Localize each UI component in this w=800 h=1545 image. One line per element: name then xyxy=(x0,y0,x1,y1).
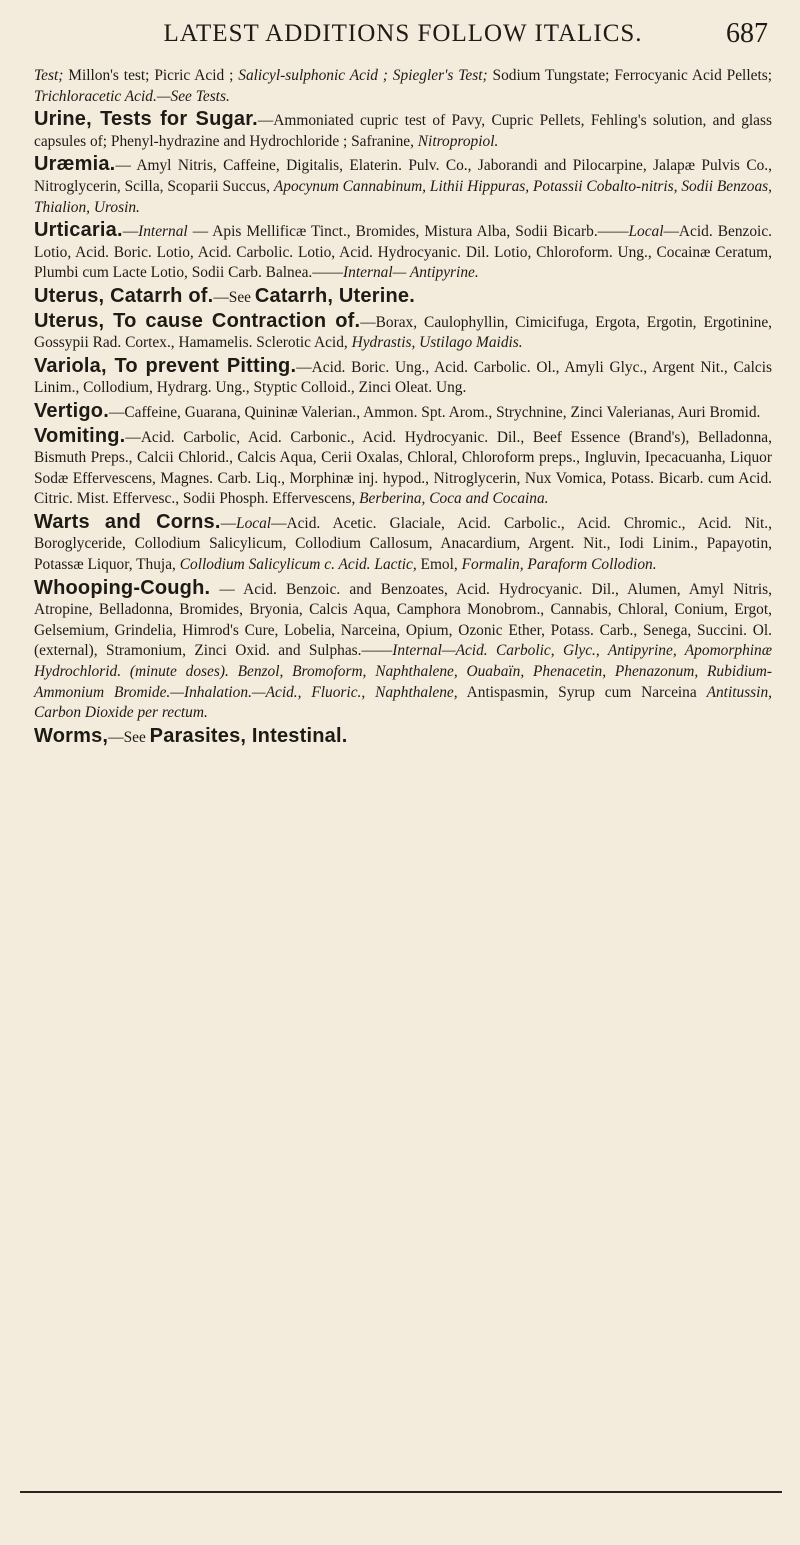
entry-text: —Borax, Caulophyllin, Cimicifuga, Ergota, Ergotin, Ergotinine, Gossypii Rad. Cortex., Hamamelis. Sclerotic Acid, xyxy=(34,313,773,352)
italic-text: Nitropropiol. xyxy=(417,132,499,150)
italic-text: Trichloracetic Acid.—See Tests. xyxy=(34,87,230,105)
entry-text: Emol, xyxy=(416,556,462,574)
italic-text: Local xyxy=(628,223,664,241)
entry-text: —Acid. Acetic. Glaciale, Acid. Carbolic., Acid. Chromic., Acid. Nit., Boroglyceride, Collodium Salicylicum, Collodium Callosum, Anacardium, Argent. Nit., Iodi Linim., Papayotin, Potassæ Liquor, Thuja, xyxy=(34,514,772,574)
italic-text: Salicyl-sulphonic Acid ; Spiegler's Test; xyxy=(238,67,488,84)
index-entry xyxy=(34,109,772,152)
index-entry xyxy=(34,311,772,354)
cross-reference: Parasites, Intestinal. xyxy=(149,724,348,747)
running-head-title: LATEST ADDITIONS FOLLOW ITALICS. xyxy=(163,20,643,47)
entry-text: — Amyl Nitris, Caffeine, Digitalis, Elaterin. Pulv. Co., Jaborandi and Pilocarpine, Jalapæ Pulvis Co., Nitroglycerin, Scilla, Scoparii Succus, xyxy=(34,157,772,195)
entry-text: —Caffeine, Guarana, Quininæ Valerian., Ammon. Spt. Arom., Strychnine, Zinci Valerianas, Auri Bromid. xyxy=(108,403,761,421)
italic-text: Apocynum Cannabinum, Lithii Hippuras, Potassii Cobalto-nitris, Sodii Benzoas, Thialion, Urosin. xyxy=(34,177,772,216)
running-head xyxy=(34,20,772,66)
page-number: 687 xyxy=(726,18,768,49)
entry-heading: Whooping-Cough. xyxy=(34,576,211,599)
entry-heading: Uterus, Catarrh of. xyxy=(34,284,214,307)
entry-heading: Urticaria. xyxy=(34,219,123,242)
index-entry xyxy=(34,578,772,724)
entry-heading: Vomiting. xyxy=(34,424,126,447)
index-entry xyxy=(34,356,772,399)
entry-text: Millon's test; Picric Acid ; xyxy=(63,67,239,84)
index-entry xyxy=(34,726,772,749)
cross-reference: Catarrh, Uterine. xyxy=(254,284,415,307)
entry-heading: Uterus, To cause Contraction of. xyxy=(34,309,361,332)
entry-text: — xyxy=(220,514,237,532)
index-entry xyxy=(34,512,772,576)
entry-heading: Uræmia. xyxy=(34,153,116,176)
italic-text: Hydrastis, Ustilago Maidis. xyxy=(351,334,523,352)
entry-text: —Acid. Boric. Ung., Acid. Carbolic. Ol., Amyli Glyc., Argent Nit., Calcis Linim., Collodium, Hydrarg. Ung., Styptic Colloid., Zinci Oleat. Ung. xyxy=(34,358,772,397)
entry-text: —See xyxy=(213,288,255,306)
entry-heading: Urine, Tests for Sugar. xyxy=(34,108,258,131)
index-entry xyxy=(34,426,772,510)
entry-heading: Vertigo. xyxy=(34,399,109,422)
entry-text: — Apis Mellificæ Tinct., Bromides, Mistura Alba, Sodii Bicarb.—— xyxy=(187,223,629,241)
italic-text: Local xyxy=(236,514,272,532)
italic-text: Test; xyxy=(34,67,64,84)
index-entry xyxy=(34,66,772,107)
italic-text: Internal— Antipyrine. xyxy=(343,264,479,282)
italic-text: Berberina, Coca and Cocaina. xyxy=(359,490,549,508)
bottom-rule xyxy=(20,1491,782,1493)
entry-heading: Variola, To prevent Pitting. xyxy=(34,354,297,377)
index-entry xyxy=(34,401,772,424)
entry-text: —See xyxy=(108,728,150,746)
entry-text: —Ammoniated cupric test of Pavy, Cupric Pellets, Fehling's solution, and glass capsules of; Phenyl-hydrazine and Hydrochloride ; Safranine, xyxy=(34,112,772,150)
italic-text: Internal xyxy=(138,223,188,241)
entry-text: — xyxy=(122,223,139,241)
italic-text: Formalin, Paraform Collodion. xyxy=(461,556,657,574)
entry-text: — Acid. Benzoic. and Benzoates, Acid. Hydrocyanic. Dil., Alumen, Amyl Nitris, Atropine, Belladonna, Bromides, Bryonia, Calcis Aqua, Camphora Monobrom., Cannabis, Chloral, Conium, Ergot, Gelsemium, Grindelia, Himrod's Cure, Lobelia, Narceina, Opium, Ozonic Ether, Potass. Carb., Senega, Succini. Ol. (external), Stramonium, Zinci Oxid. and Sulphas.—— xyxy=(34,580,772,660)
index-entries xyxy=(34,66,772,748)
italic-text: Internal—Acid. Carbolic, Glyc., Antipyrine, Apomorphinæ Hydrochlorid. (minute doses). Benzol, Bromoform, Naphthalene, Ouabaïn, Phenacetin, Phenazonum, Rubidium-Ammonium Bromide.—Inhalation.—Acid., Fluoric., Naphthalene, xyxy=(34,642,772,701)
italic-text: Collodium Salicylicum c. Acid. Lactic, xyxy=(179,556,417,574)
entry-heading: Worms, xyxy=(34,724,109,747)
entry-text: Sodium Tungstate; Ferrocyanic Acid Pellets; xyxy=(487,67,772,84)
index-entry xyxy=(34,154,772,218)
index-entry xyxy=(34,286,772,309)
italic-text: Antitussin, Carbon Dioxide per rectum. xyxy=(34,683,772,722)
entry-text: —Acid. Benzoic. Lotio, Acid. Boric. Lotio, Acid. Carbolic. Lotio, Acid. Hydrocyanic. Dil. Lotio, Chloroform. Ung., Cocainæ Ceratum, Plumbi cum Lacte Lotio, Sodii Carb. Balnea.—— xyxy=(34,223,772,282)
entry-heading: Warts and Corns. xyxy=(34,510,221,533)
index-entry xyxy=(34,220,772,284)
entry-text: —Acid. Carbolic, Acid. Carbonic., Acid. Hydrocyanic. Dil., Beef Essence (Brand's), Belladonna, Bismuth Preps., Calcii Chlorid., Calcis Aqua, Cerii Oxalas, Chloral, Chloroform preps., Ingluvin, Ipecacuanha, Liquor Sodæ Effervescens, Magnes. Carb. Liq., Morphinæ inj. hypod., Nitroglycerin, Nux Vomica, Potass. Bicarb. cum Acid. Citric. Mist. Effervesc., Sodii Phosph. Effervescens, xyxy=(34,428,772,508)
entry-text: Antispasmin, Syrup cum Narceina xyxy=(457,683,707,701)
